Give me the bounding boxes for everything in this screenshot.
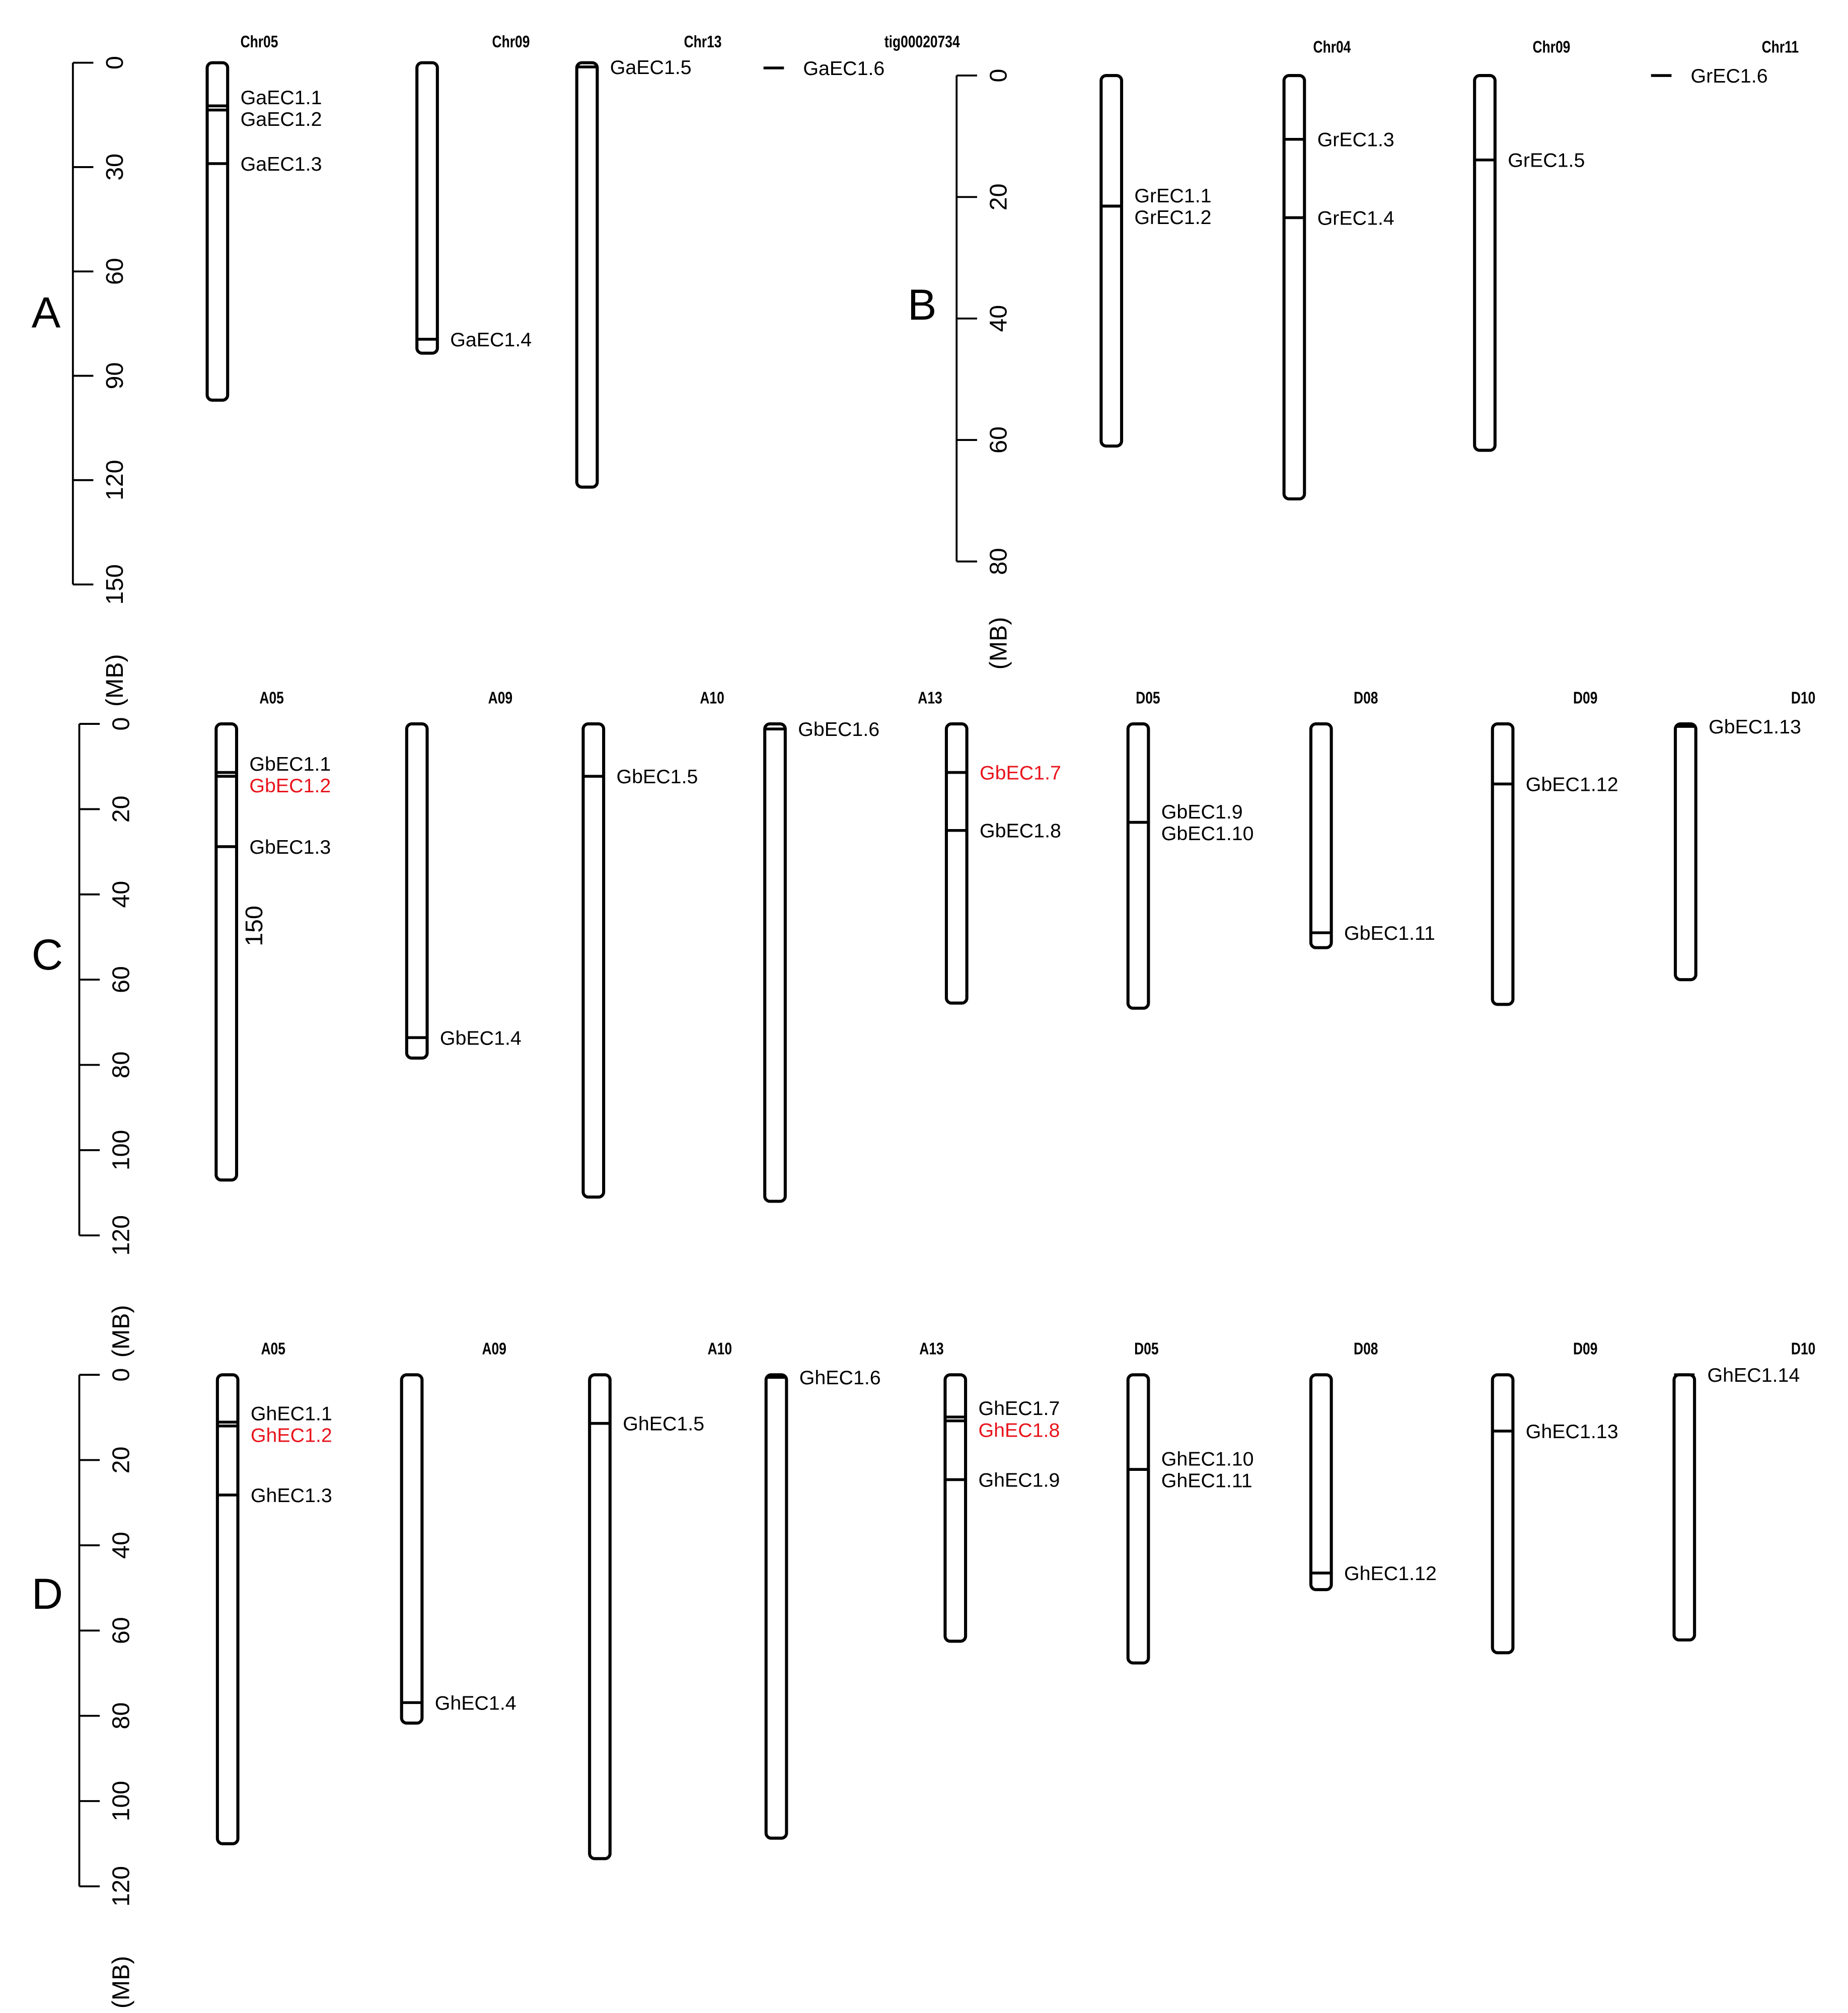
scale-tick-label: 120: [107, 1215, 135, 1256]
chromosome-name: tig00020734: [884, 33, 960, 51]
scale-tick-label: 60: [101, 258, 128, 285]
gene-label: GaEC1.2: [240, 108, 322, 131]
chromosome-bar: [945, 1375, 966, 1641]
chromosome-name: D09: [1573, 689, 1598, 708]
gene-label: GaEC1.4: [450, 328, 532, 351]
chromosome-name: D08: [1354, 689, 1378, 708]
chromosome-bar: [1128, 1375, 1149, 1663]
gene-label: GhEC1.9: [978, 1469, 1060, 1492]
scale-tick-label: 60: [107, 1617, 135, 1645]
gene-label: GbEC1.7: [980, 762, 1061, 784]
scale-tick-label: 0: [107, 1368, 135, 1382]
chromosome-bar: [207, 63, 228, 400]
gene-label: GbEC1.6: [798, 718, 880, 741]
gene-label: GhEC1.4: [434, 1692, 516, 1714]
chromosome-name: D09: [1573, 1339, 1598, 1359]
gene-label: GhEC1.1: [250, 1402, 332, 1425]
chromosome-name: D05: [1136, 689, 1160, 708]
chromosome-bar: [1675, 724, 1696, 980]
chromosome-bar: [1474, 76, 1495, 451]
gene-label: GhEC1.6: [799, 1367, 881, 1389]
chromosome-bar: [1674, 1375, 1694, 1640]
gene-label: GhEC1.5: [623, 1412, 705, 1435]
gene-label: GbEC1.10: [1161, 823, 1254, 845]
chromosome-name: D05: [1134, 1339, 1159, 1359]
chromosome-name: Chr05: [240, 33, 278, 51]
chromosome-name: Chr09: [1532, 38, 1571, 57]
gene-label: GaEC1.3: [240, 153, 322, 175]
scale-tick-label: 150: [101, 564, 128, 605]
chromosome-bar: [417, 63, 437, 353]
chromosome-name: A10: [700, 689, 724, 708]
gene-label: GhEC1.14: [1707, 1364, 1800, 1387]
scale-unit-label: (MB): [101, 654, 128, 707]
scale-tick-label: 80: [107, 1702, 135, 1730]
chromosome-bar: [1128, 724, 1149, 1008]
gene-label: GhEC1.11: [1161, 1469, 1252, 1492]
chromosome-bar: [577, 63, 598, 487]
panel-letter: C: [31, 930, 63, 979]
scale-tick-label: 120: [101, 460, 128, 501]
scale-tick-label: 0: [107, 717, 135, 731]
gene-label: GhEC1.7: [978, 1397, 1060, 1420]
chromosome-bar: [766, 1375, 787, 1838]
scale-tick-label: 20: [107, 1446, 135, 1474]
scale-unit-label: (MB): [107, 1305, 135, 1358]
gene-label: GrEC1.4: [1317, 207, 1394, 230]
chromosome-bar: [216, 724, 237, 1180]
scale-tick-label: 60: [985, 426, 1012, 454]
chromosome-bar: [765, 724, 785, 1201]
gene-label: GrEC1.6: [1690, 65, 1768, 87]
gene-label: GbEC1.4: [439, 1027, 522, 1050]
panel-letter: B: [907, 281, 937, 330]
gene-label: GbEC1.8: [980, 819, 1061, 842]
gene-label: GbEC1.2: [249, 774, 331, 797]
chromosome-name: Chr09: [492, 33, 530, 51]
gene-label: GbEC1.12: [1525, 773, 1618, 796]
scale-tick-label: 20: [985, 183, 1012, 211]
chromosome-bar: [583, 724, 604, 1197]
gene-label: GbEC1.5: [616, 766, 698, 788]
gene-label: GhEC1.10: [1161, 1448, 1254, 1470]
gene-label: GbEC1.3: [249, 836, 331, 858]
gene-label: GaEC1.1: [240, 86, 322, 109]
scale-tick-label: 0: [985, 68, 1012, 83]
chromosome-bar: [946, 724, 967, 1003]
scale-tick-label: 0: [101, 56, 128, 70]
chromosome-name: A05: [259, 689, 284, 708]
chromosome-bar: [1311, 1375, 1332, 1590]
panel-letter: A: [31, 288, 61, 337]
chromosome-bar: [1101, 76, 1122, 446]
scale-tick-label: 30: [101, 154, 128, 181]
scale-tick-label: 20: [107, 795, 135, 823]
chromosome-bar: [1493, 1375, 1513, 1653]
chromosome-name: A13: [919, 1339, 944, 1359]
chromosome-name: Chr13: [684, 33, 722, 51]
scale-tick-label: 100: [107, 1130, 135, 1171]
scale-tick-label: 80: [985, 548, 1012, 575]
chromosome-name: A09: [488, 689, 513, 708]
gene-label: GhEC1.2: [250, 1424, 332, 1447]
gene-label: GhEC1.3: [250, 1484, 332, 1507]
scale-tick-label: 100: [107, 1780, 135, 1822]
chromosome-name: Chr11: [1761, 38, 1799, 57]
scale-tick-label: 40: [107, 1532, 135, 1559]
chromosome-name: D08: [1354, 1339, 1378, 1359]
scale-unit-label: (MB): [985, 617, 1012, 670]
chromosome-bar: [1311, 724, 1332, 948]
gene-label: GbEC1.1: [249, 753, 331, 775]
gene-label: GbEC1.9: [1161, 801, 1243, 824]
gene-label: GbEC1.11: [1344, 922, 1435, 944]
gene-label: GhEC1.13: [1525, 1420, 1618, 1443]
gene-label: GrEC1.1: [1134, 184, 1212, 207]
gene-label: GaEC1.5: [610, 56, 692, 79]
scale-tick-label: 90: [101, 362, 128, 390]
gene-label: GrEC1.3: [1317, 128, 1394, 151]
chromosome-bar: [217, 1375, 238, 1844]
gene-label: GhEC1.8: [978, 1419, 1060, 1442]
scale-unit-label: (MB): [107, 1956, 135, 2009]
scale-tick-label: 40: [985, 305, 1012, 332]
chromosome-name: A09: [482, 1339, 506, 1359]
gene-label: GhEC1.12: [1344, 1562, 1437, 1585]
scale-tick-label: 40: [107, 880, 135, 908]
chromosome-name: A13: [918, 689, 942, 708]
chromosome-bar: [1493, 724, 1513, 1004]
scale-tick-label: 80: [107, 1051, 135, 1079]
chromosome-name: A10: [707, 1339, 732, 1359]
chromosome-name: D10: [1791, 689, 1816, 708]
scale-tick-label: 60: [107, 966, 135, 993]
panel-letter: D: [31, 1570, 63, 1619]
chromosome-name: A05: [261, 1339, 285, 1359]
stray-axis-label: 150: [240, 906, 268, 946]
chromosome-name: Chr04: [1313, 38, 1351, 57]
chromosome-name: D10: [1791, 1339, 1816, 1359]
gene-label: GbEC1.13: [1709, 716, 1801, 738]
chromosome-bar: [402, 1375, 422, 1723]
scale-tick-label: 120: [107, 1866, 135, 1907]
chromosome-bar: [407, 724, 427, 1058]
gene-label: GrEC1.5: [1508, 149, 1585, 172]
chromosome-bar: [589, 1375, 610, 1858]
gene-label: GrEC1.2: [1134, 206, 1212, 229]
gene-label: GaEC1.6: [803, 57, 885, 80]
